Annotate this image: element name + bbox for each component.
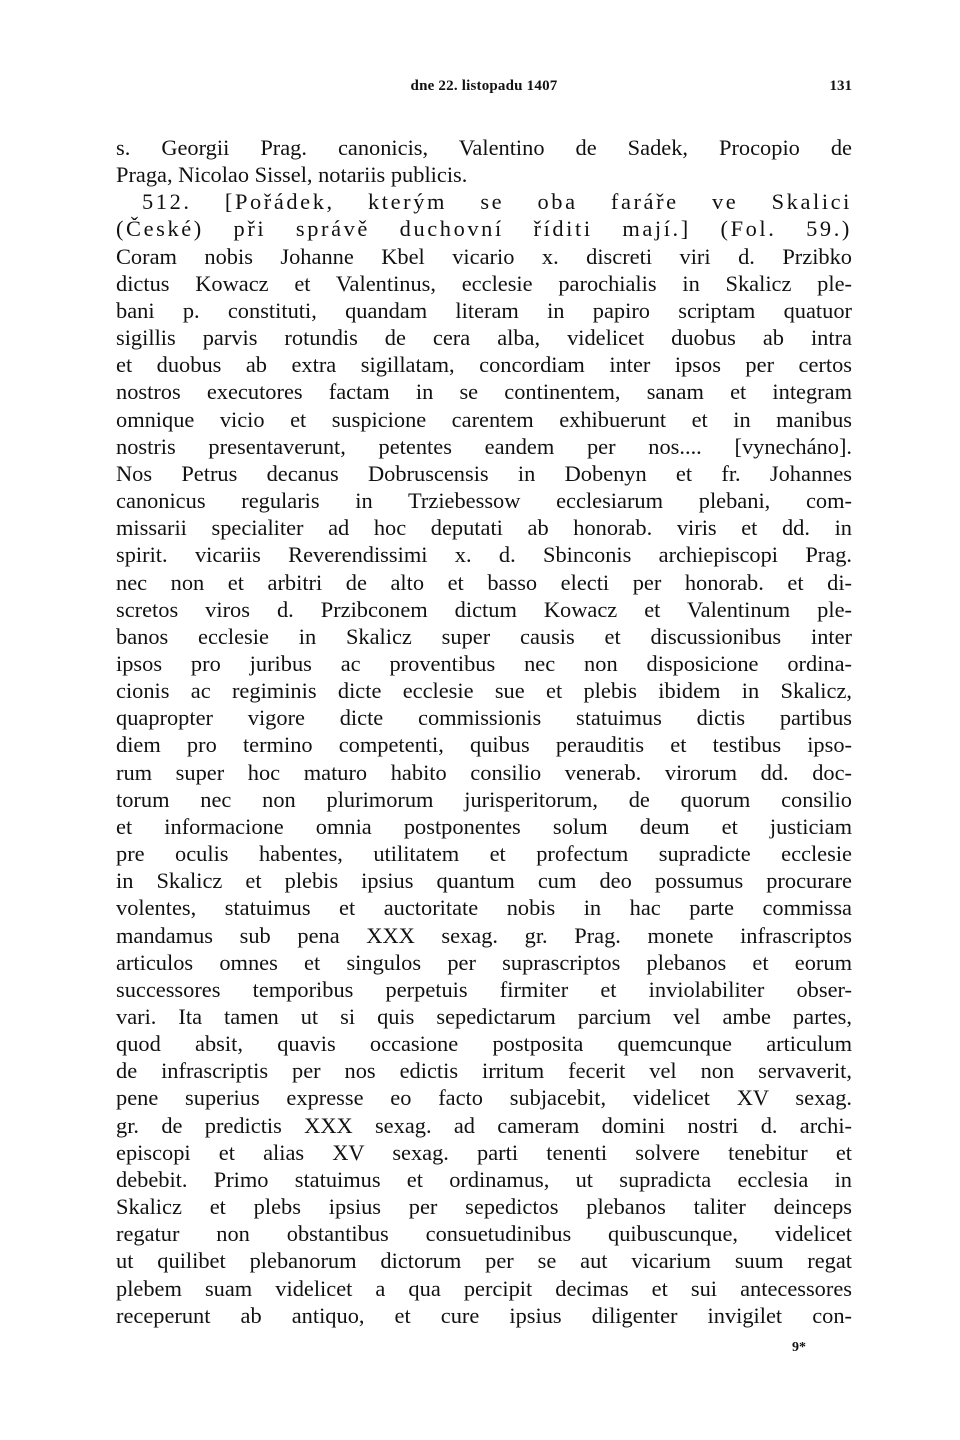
text-line: dictus Kowacz et Valentinus, ecclesie parochialis in Skalicz ple- bbox=[116, 270, 852, 296]
text-line: cionis ac regiminis dicte ecclesie sue et plebis ibidem in Skalicz, bbox=[116, 678, 852, 704]
text-line: bani p. constituti, quandam literam in papiro scriptam quatuor bbox=[116, 297, 852, 323]
text-line: ipsos pro juribus ac proventibus nec non disposicione ordina- bbox=[116, 650, 852, 676]
text-line: plebem suam videlicet a qua percipit decimas et sui antecessores bbox=[116, 1275, 852, 1301]
text-line: pre oculis habentes, utilitatem et profectum supradicte ecclesie bbox=[116, 841, 852, 867]
text-line: quapropter vigore dicte commissionis statuimus dictis partibus bbox=[116, 705, 852, 731]
text-line: ut quilibet plebanorum dictorum per se aut vicarium suum regat bbox=[116, 1248, 852, 1274]
text-line: Nos Petrus decanus Dobruscensis in Dobenyn et fr. Johannes bbox=[116, 460, 852, 486]
text-line: rum super hoc maturo habito consilio venerab. virorum dd. doc- bbox=[116, 759, 852, 785]
text-line: nostros executores factam in se continentem, sanam et integram bbox=[116, 379, 852, 405]
text-line: receperunt ab antiquo, et cure ipsius diligenter invigilet con- bbox=[116, 1302, 852, 1328]
signature-mark: 9* bbox=[792, 1340, 806, 1355]
text-line: in Skalicz et plebis ipsius quantum cum deo possumus procurare bbox=[116, 868, 852, 894]
text-line: torum nec non plurimorum jurisperitorum, de quorum consilio bbox=[116, 786, 852, 812]
text-line: Praga, Nicolao Sissel, notariis publicis. bbox=[116, 162, 468, 188]
text-line: successores temporibus perpetuis firmiter et inviolabiliter obser- bbox=[116, 976, 852, 1002]
text-line: missarii specialiter ad hoc deputati ab honorab. viris et dd. in bbox=[116, 515, 852, 541]
text-line: scretos viros d. Przibconem dictum Kowacz et Valentinum ple- bbox=[116, 596, 852, 622]
text-line: volentes, statuimus et auctoritate nobis in hac parte commissa bbox=[116, 895, 852, 921]
text-line: debebit. Primo statuimus et ordinamus, ut supradicta ecclesia in bbox=[116, 1166, 852, 1192]
text-line: vari. Ita tamen ut si quis sepedictarum parcium vel ambe partes, bbox=[116, 1004, 852, 1029]
text-line: nec non et arbitri de alto et basso electi per honorab. et di- bbox=[116, 569, 852, 595]
text-line: quod absit, quavis occasione postposita quemcunque articulum bbox=[116, 1031, 852, 1057]
text-line: nostris presentaverunt, petentes eandem per nos.... [vynecháno]. bbox=[116, 433, 852, 459]
text-line: canonicus regularis in Trziebessow ecclesiarum plebani, com- bbox=[116, 488, 852, 514]
text-line: 512. [Pořádek, kterým se oba faráře ve Skalici bbox=[142, 189, 852, 215]
text-line: et duobus ab extra sigillatam, concordiam inter ipsos per certos bbox=[116, 352, 852, 378]
text-line: gr. de predictis XXX sexag. ad cameram domini nostri d. archi- bbox=[116, 1112, 852, 1138]
page-number: 131 bbox=[829, 78, 852, 94]
text-line: (České) při správě duchovní říditi mají.] (Fol. 59.) bbox=[116, 216, 852, 242]
text-line: omnique vicio et suspicione carentem exhibuerunt et in manibus bbox=[116, 406, 852, 432]
text-line: episcopi et alias XV sexag. parti tenenti solvere tenebitur et bbox=[116, 1139, 852, 1165]
text-line: pene superius expresse eo facto subjacebit, videlicet XV sexag. bbox=[116, 1085, 852, 1111]
text-line: banos ecclesie in Skalicz super causis et discussionibus inter bbox=[116, 623, 852, 649]
text-line: mandamus sub pena XXX sexag. gr. Prag. monete infrascriptos bbox=[116, 922, 852, 948]
text-line: sigillis parvis rotundis de cera alba, videlicet duobus ab intra bbox=[116, 325, 852, 351]
text-line: s. Georgii Prag. canonicis, Valentino de Sadek, Procopio de bbox=[116, 135, 852, 160]
body-text bbox=[116, 134, 852, 1329]
text-line: articulos omnes et singulos per suprascriptos plebanos et eorum bbox=[116, 949, 852, 975]
text-line: diem pro termino competenti, quibus perauditis et testibus ipso- bbox=[116, 732, 852, 758]
text-line: de infrascriptis per nos edictis irritum fecerit vel non servaverit, bbox=[116, 1058, 852, 1084]
text-line: et informacione omnia postponentes solum deum et justiciam bbox=[116, 813, 852, 839]
text-line: spirit. vicariis Reverendissimi x. d. Sbinconis archiepiscopi Prag. bbox=[116, 542, 852, 568]
running-header bbox=[116, 78, 852, 102]
text-line: Skalicz et plebs ipsius per sepedictos plebanos taliter deinceps bbox=[116, 1194, 852, 1220]
running-title: dne 22. listopadu 1407 bbox=[410, 78, 558, 94]
text-line: Coram nobis Johanne Kbel vicario x. discreti viri d. Przibko bbox=[116, 243, 852, 269]
text-line: regatur non obstantibus consuetudinibus quibuscunque, videlicet bbox=[116, 1221, 852, 1247]
